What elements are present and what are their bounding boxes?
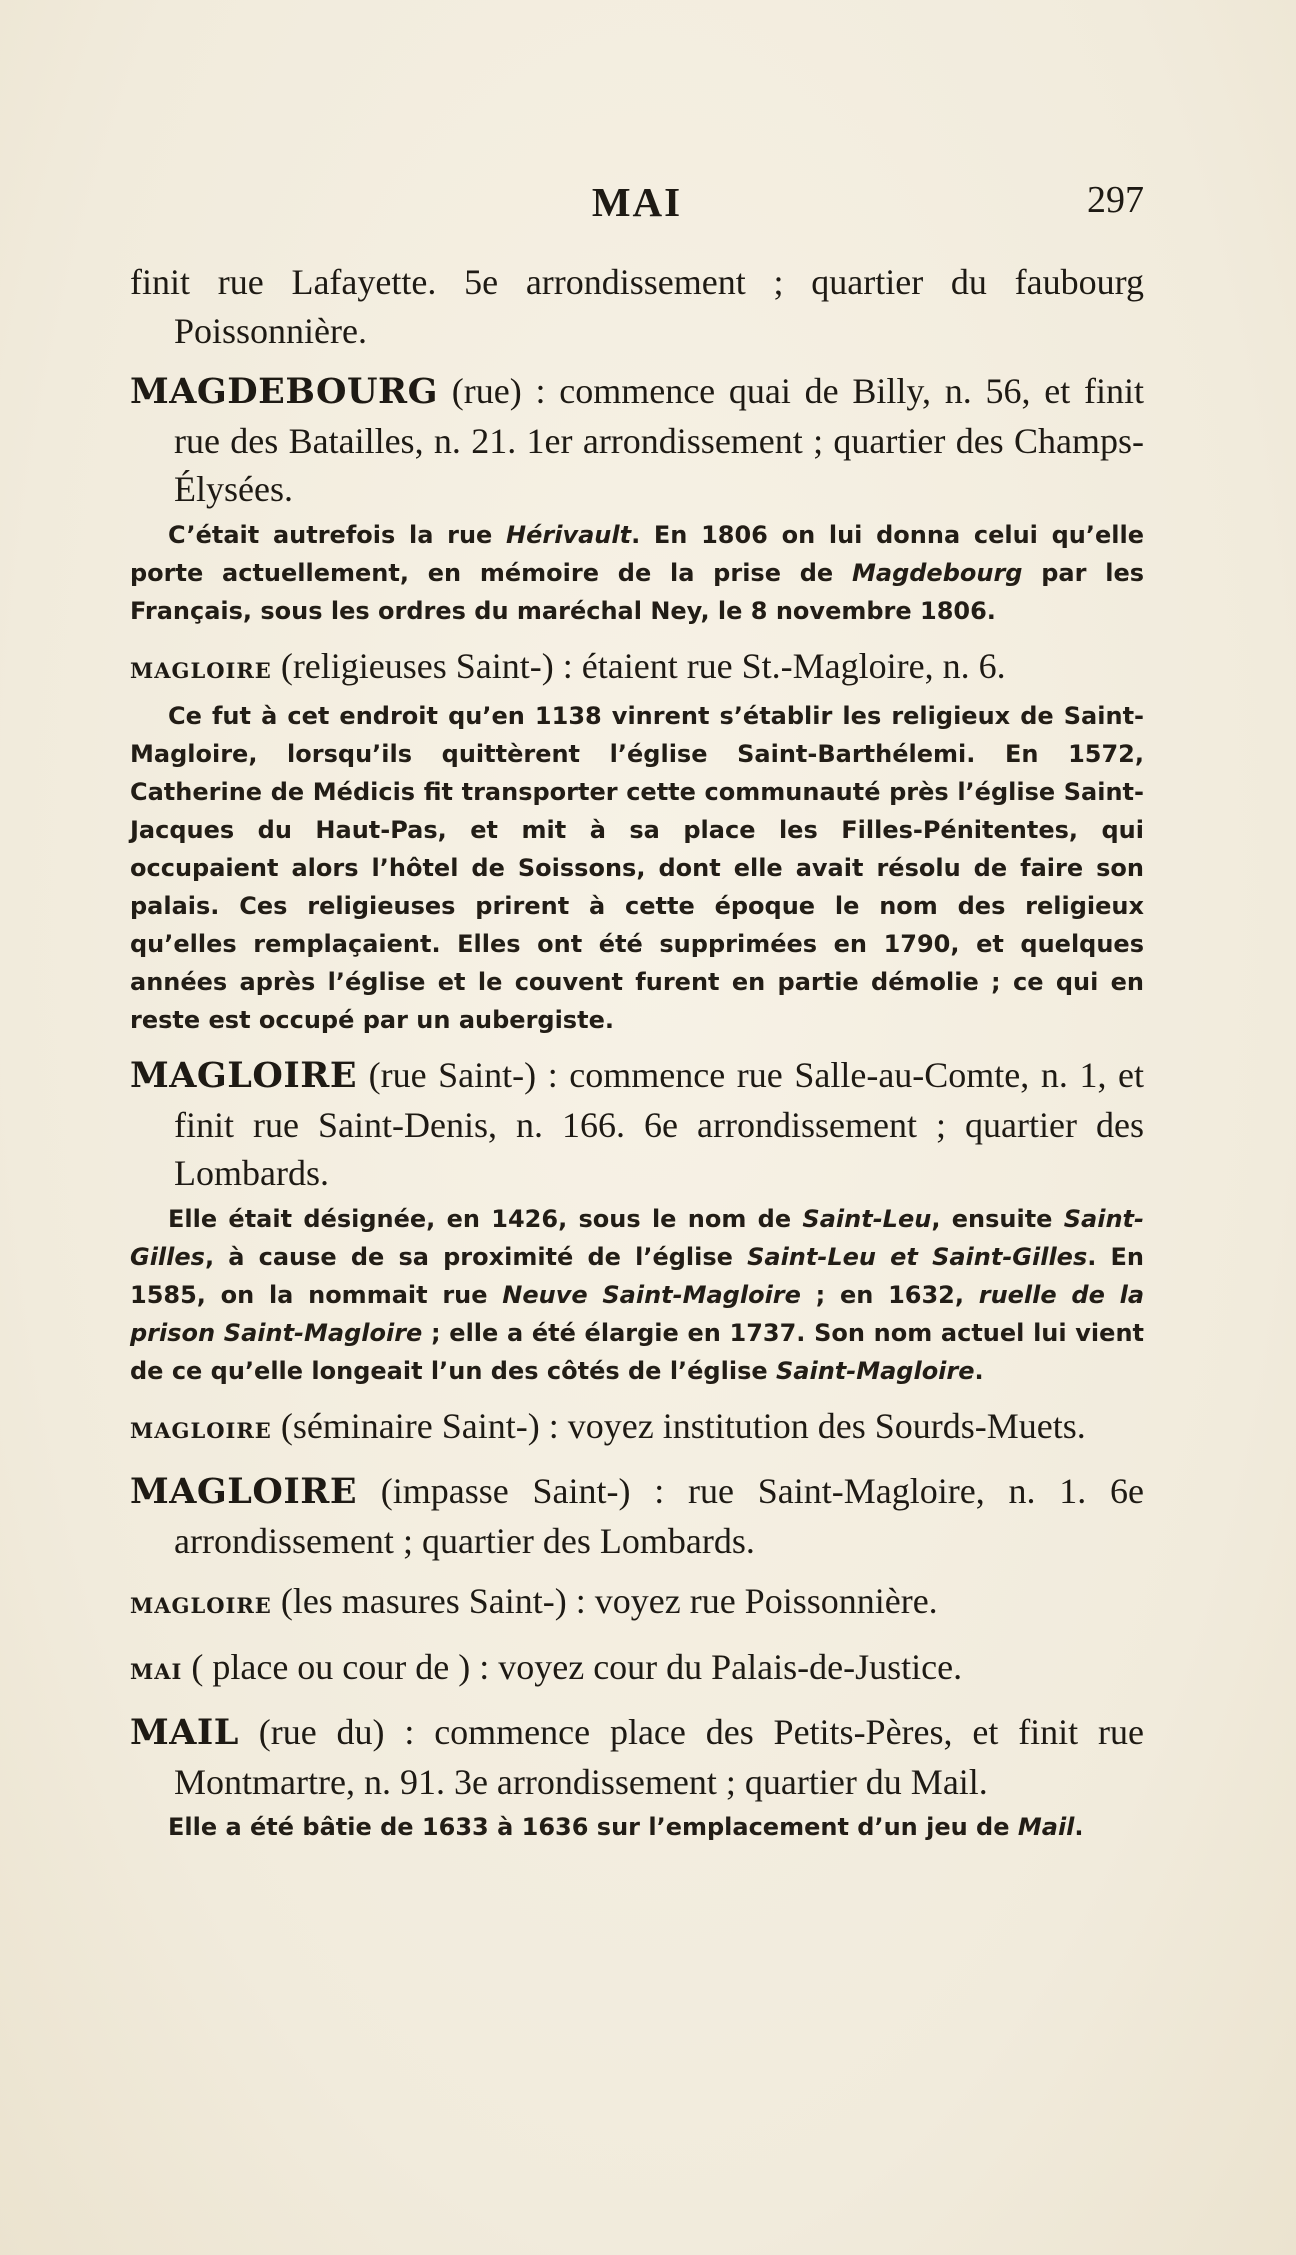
dictionary-entry (130, 1577, 1144, 1631)
dictionary-entry (130, 642, 1144, 696)
entry-text: finit rue Lafayette. 5e arrondissement ; quartier du faubourg Poissonnière. (130, 262, 1144, 351)
dictionary-entry (130, 1402, 1144, 1456)
entry-text: ( place ou cour de ) : voyez cour du Palais-de-Justice. (182, 1646, 963, 1687)
entry-note: Elle était désignée, en 1426, sous le nom de Saint-Leu, ensuite Saint-Gilles, à cause de sa proximité de l’église Saint-Leu et Saint-Gilles. En 1585, on la nommait rue Neuve Saint-Magloire ; en 1632, ruelle de la prison Saint-Magloire ; elle a été élargie en 1737. Son nom actuel lui vient de ce qu’elle longeait l’un des côtés de l’église Saint-Magloire. (130, 1204, 1145, 1385)
entry-text: (séminaire Saint-) : voyez institution des Sourds-Muets. (271, 1405, 1086, 1446)
entry-headword: MAI (130, 1658, 183, 1684)
entry-headword: MAGLOIRE (130, 1055, 358, 1096)
entry-text: (rue du) : commence place des Petits-Pères, et finit rue Montmartre, n. 91. 3e arrondissement ; quartier du Mail. (174, 1712, 1144, 1802)
entry-text: (rue) : commence quai de Billy, n. 56, et finit rue des Batailles, n. 21. 1er arrondissement ; quartier des Champs-Élysées. (174, 371, 1144, 509)
entry-text: (impasse Saint-) : rue Saint-Magloire, n. 1. 6e arrondissement ; quartier des Lombards. (174, 1471, 1144, 1561)
page-body (130, 258, 1144, 1850)
entry-text: (rue Saint-) : commence rue Salle-au-Comte, n. 1, et finit rue Saint-Denis, n. 166. 6e arrondissement ; quartier des Lombards. (174, 1055, 1144, 1193)
entry-note: C’était autrefois la rue Hérivault. En 1806 on lui donna celui qu’elle porte actuellement, en mémoire de la prise de Magdebourg par les Français, sous les ordres du maréchal Ney, le 8 novembre 1806. (130, 520, 1145, 625)
dictionary-entry (130, 1467, 1144, 1565)
dictionary-entry (130, 367, 1144, 514)
running-head: MAI (591, 179, 683, 225)
entry-note: Ce fut à cet endroit qu’en 1138 vinrent s’établir les religieux de Saint-Magloire, lorsqu’ils quittèrent l’église Saint-Barthélemi. En 1572, Catherine de Médicis fit transporter cette communauté près l’église Saint-Jacques du Haut-Pas, et mit à sa place les Filles-Pénitentes, qui occupaient alors l’hôtel de Soissons, dont elle avait résolu de faire son palais. Ces religieuses prirent à cette époque le nom des religieux qu’elles remplaçaient. Elles ont été supprimées en 1790, et quelques années après l’église et le couvent furent en partie démolie ; ce qui en reste est occupé par un aubergiste. (130, 702, 1144, 1034)
entry-headword: MAIL (130, 1712, 239, 1753)
entry-continuation (130, 258, 1144, 355)
entry-headword: MAGLOIRE (130, 1417, 272, 1443)
dictionary-entry (130, 1643, 1144, 1697)
entry-headword: MAGLOIRE (130, 657, 272, 683)
dictionary-entry (130, 1708, 1144, 1806)
entry-note: Elle a été bâtie de 1633 à 1636 sur l’emplacement d’un jeu de Mail. (168, 1813, 1084, 1841)
entry-headword: MAGLOIRE (130, 1471, 358, 1512)
entry-headword: MAGDEBOURG (130, 371, 439, 412)
entry-headword: MAGLOIRE (130, 1593, 272, 1618)
page-number: 297 (1087, 179, 1144, 221)
entry-text: (religieuses Saint-) : étaient rue St.-Magloire, n. 6. (271, 645, 1006, 686)
dictionary-entry (130, 1051, 1144, 1198)
entry-text: (les masures Saint-) : voyez rue Poissonnière. (271, 1581, 938, 1621)
page-header (130, 178, 1144, 228)
